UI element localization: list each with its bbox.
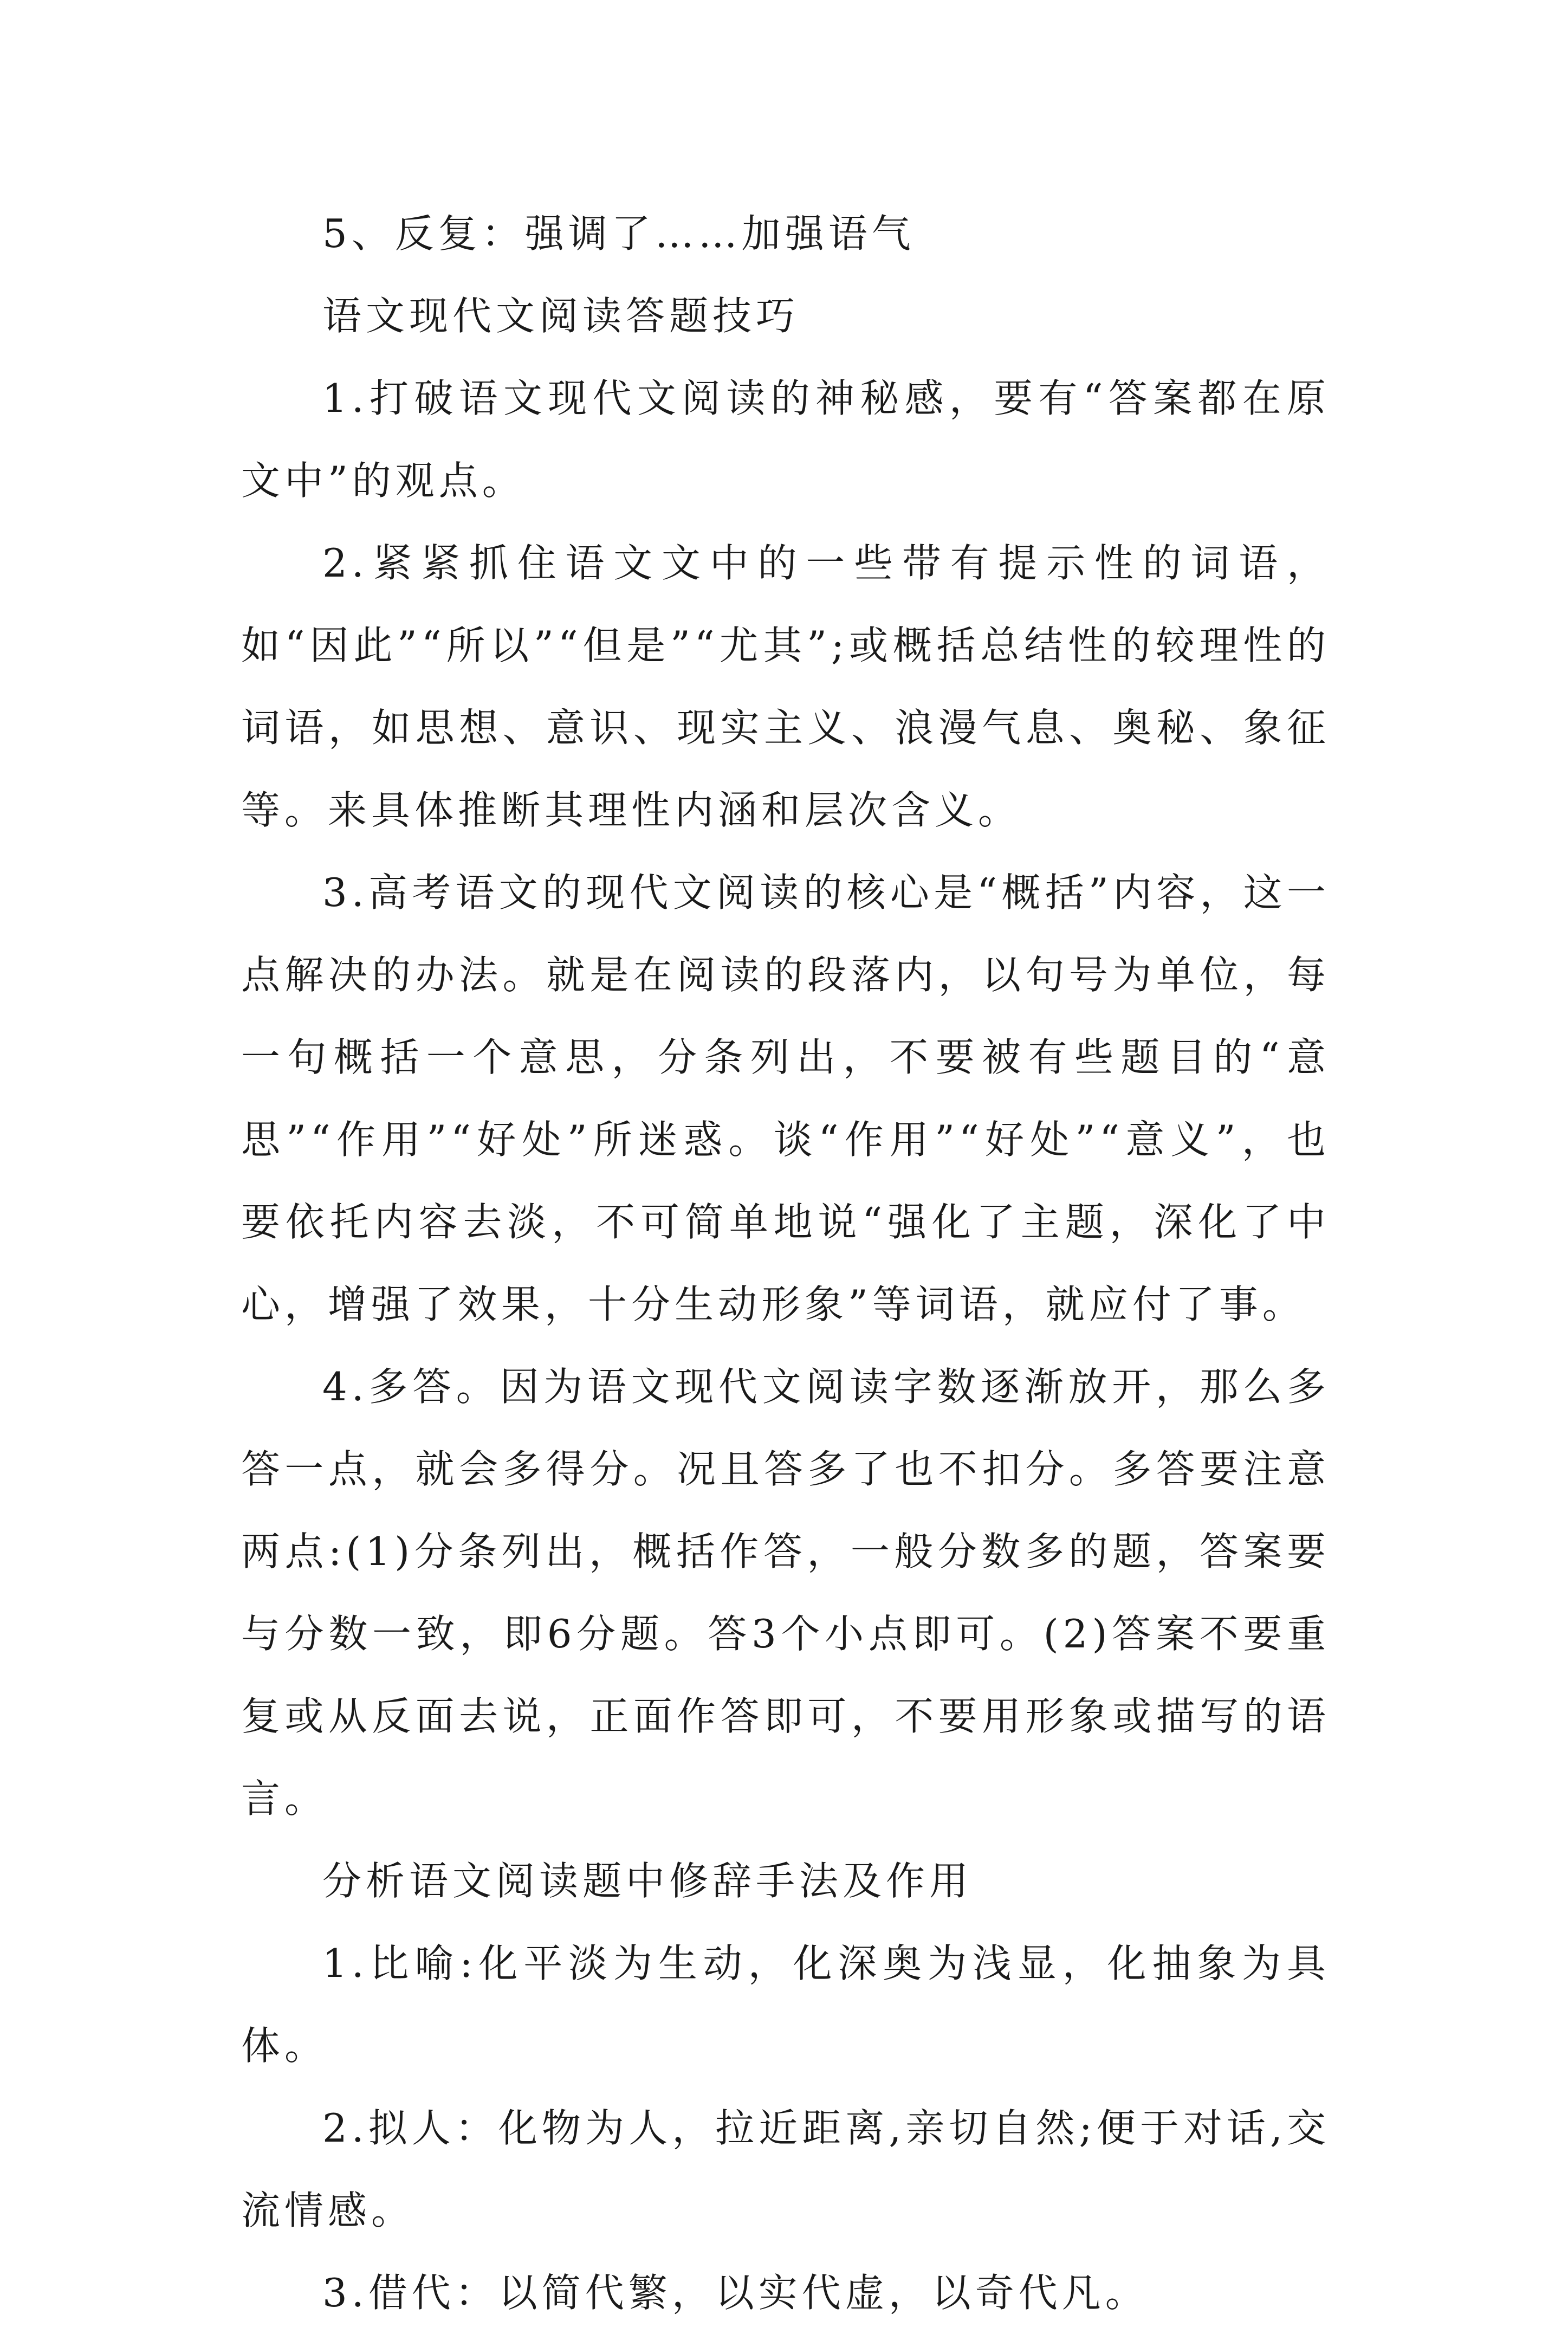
section-heading-rhetoric: 分析语文阅读题中修辞手法及作用 [322, 1858, 973, 1904]
section-heading-reading-tips: 语文现代文阅读答题技巧 [322, 293, 800, 339]
paragraph-repetition: 5、反复：强调了……加强语气 [322, 211, 915, 256]
paragraph-tip-1: 1.打破语文现代文阅读的神秘感，要有“答案都在原文中”的观点。 [241, 376, 1330, 503]
paragraph-tip-2: 2.紧紧抓住语文文中的一些带有提示性的词语，如“因此”“所以”“但是”“尤其”;或概括总结性的较理性的词语，如思想、意识、现实主义、浪漫气息、奥秘、象征等。来具体推断其理性内涵和层次含义。 [241, 540, 1330, 833]
paragraph-metaphor: 1.比喻:化平淡为生动，化深奥为浅显，化抽象为具体。 [241, 1941, 1330, 2068]
paragraph-personification: 2.拟人：化物为人，拉近距离,亲切自然;便于对话,交流情感。 [241, 2105, 1330, 2233]
paragraph-metonymy: 3.借代：以简代繁，以实代虚，以奇代凡。 [322, 2270, 1149, 2316]
paragraph-tip-3: 3.高考语文的现代文阅读的核心是“概括”内容，这一点解决的办法。就是在阅读的段落内，以句号为单位，每一句概括一个意思，分条列出，不要被有些题目的“意思”“作用”“好处”所迷惑。谈“作用”“好处”“意义”，也要依托内容去淡，不可简单地说“强化了主题，深化了中心，增强了效果，十分生动形象”等词语，就应付了事。 [241, 870, 1330, 1327]
paragraph-tip-4: 4.多答。因为语文现代文阅读字数逐渐放开，那么多答一点，就会多得分。况且答多了也不扣分。多答要注意两点:(1)分条列出，概括作答，一般分数多的题，答案要与分数一致，即6分题。答3个小点即可。(2)答案不要重复或从反面去说，正面作答即可，不要用形象或描写的语言。 [241, 1364, 1330, 1821]
document-body [241, 192, 1330, 2334]
